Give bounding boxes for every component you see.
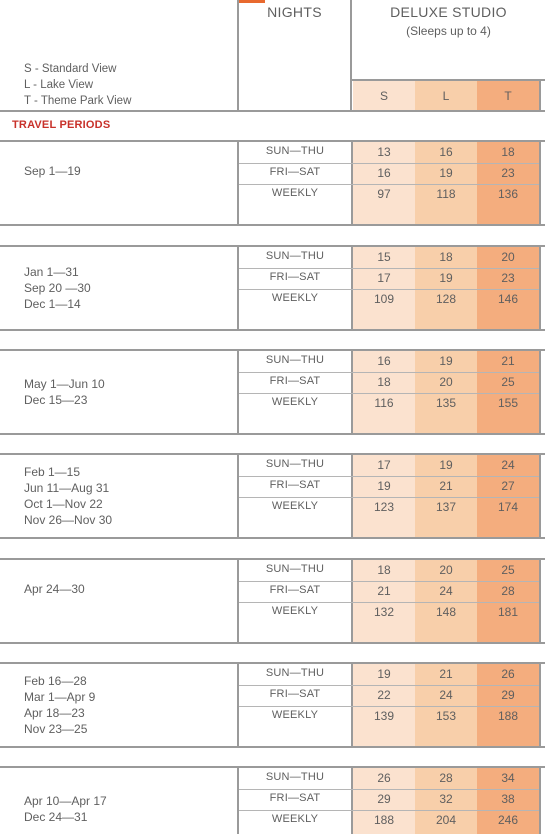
legend-lake: L - Lake View	[24, 79, 94, 91]
column-divider	[539, 349, 541, 433]
period-date-range: Oct 1—Nov 22	[24, 497, 103, 511]
points-lake: 18	[439, 250, 453, 264]
points-standard: 16	[377, 166, 391, 180]
points-theme-park: 29	[501, 688, 515, 702]
points-lake: 135	[435, 396, 457, 410]
points-theme-park: 136	[497, 187, 519, 201]
points-lake: 19	[439, 166, 453, 180]
night-type-label: WEEKLY	[271, 292, 319, 304]
view-header-lake: L	[415, 81, 477, 110]
points-lake: 137	[435, 500, 457, 514]
night-type-label: SUN—THU	[265, 458, 325, 470]
points-lake: 19	[439, 458, 453, 472]
points-lake: 118	[436, 187, 456, 201]
points-standard: 19	[377, 479, 391, 493]
points-theme-park: 25	[501, 563, 515, 577]
row-divider	[239, 163, 539, 164]
legend-standard: S - Standard View	[24, 63, 117, 75]
points-theme-park: 28	[501, 584, 515, 598]
row-divider	[239, 372, 539, 373]
points-theme-park: 27	[501, 479, 515, 493]
points-theme-park: 146	[497, 292, 519, 306]
period-bottom-rule	[0, 537, 545, 539]
period-date-range: Apr 10—Apr 17	[24, 794, 107, 808]
period-bottom-rule	[0, 642, 545, 644]
points-theme-park: 24	[501, 458, 515, 472]
points-lake: 32	[439, 792, 453, 806]
period-date-range: Dec 1—14	[24, 297, 81, 311]
points-lake: 21	[439, 479, 453, 493]
view-header-standard: S	[353, 81, 415, 110]
points-lake: 20	[439, 563, 453, 577]
column-divider	[539, 766, 541, 834]
points-theme-park: 23	[501, 271, 515, 285]
points-theme-park: 155	[497, 396, 519, 410]
points-standard: 116	[374, 396, 394, 410]
period-date-range: Feb 1—15	[24, 465, 81, 479]
points-theme-park: 25	[501, 375, 515, 389]
points-standard: 17	[377, 271, 391, 285]
points-standard: 97	[377, 187, 391, 201]
row-divider	[239, 184, 539, 185]
night-type-label: FRI—SAT	[269, 792, 321, 804]
period-date-range: Jan 1—31	[24, 265, 79, 279]
row-divider	[239, 393, 539, 394]
room-type-subtitle: (Sleeps up to 4)	[406, 24, 491, 38]
night-type-label: FRI—SAT	[269, 271, 321, 283]
column-divider	[539, 245, 541, 329]
column-divider	[539, 81, 541, 110]
points-theme-park: 23	[501, 166, 515, 180]
points-lake: 21	[439, 667, 453, 681]
points-standard: 22	[377, 688, 391, 702]
period-bottom-rule	[0, 224, 545, 226]
points-standard: 17	[377, 458, 391, 472]
points-theme-park: 21	[501, 354, 515, 368]
points-lake: 128	[435, 292, 457, 306]
column-divider	[539, 140, 541, 224]
period-date-range: Sep 20 —30	[24, 281, 91, 295]
points-standard: 109	[373, 292, 395, 306]
points-theme-park: 20	[501, 250, 515, 264]
night-type-label: WEEKLY	[271, 396, 319, 408]
points-lake: 204	[435, 813, 457, 827]
points-lake: 16	[439, 145, 453, 159]
period-date-range: Nov 26—Nov 30	[24, 513, 113, 527]
points-theme-park: 26	[501, 667, 515, 681]
points-theme-park: 38	[501, 792, 515, 806]
period-date-range: Jun 11—Aug 31	[24, 481, 110, 495]
travel-periods-heading: TRAVEL PERIODS	[12, 119, 111, 131]
points-standard: 13	[377, 145, 391, 159]
night-type-label: SUN—THU	[265, 667, 325, 679]
row-divider	[239, 289, 539, 290]
points-lake: 19	[439, 354, 453, 368]
row-divider	[239, 581, 539, 582]
night-type-label: FRI—SAT	[269, 584, 321, 596]
points-standard: 16	[377, 354, 391, 368]
points-standard: 123	[373, 500, 395, 514]
night-type-label: WEEKLY	[271, 187, 319, 199]
row-divider	[239, 685, 539, 686]
column-divider	[539, 558, 541, 642]
points-standard: 29	[377, 792, 391, 806]
points-theme-park: 18	[501, 145, 515, 159]
column-divider	[539, 453, 541, 537]
night-type-label: SUN—THU	[265, 145, 325, 157]
points-standard: 21	[377, 584, 391, 598]
night-type-label: FRI—SAT	[269, 166, 321, 178]
points-theme-park: 188	[497, 709, 519, 723]
night-type-label: FRI—SAT	[269, 688, 321, 700]
night-type-label: WEEKLY	[271, 709, 319, 721]
period-date-range: Nov 23—25	[24, 722, 88, 736]
points-lake: 24	[439, 688, 453, 702]
night-type-label: WEEKLY	[271, 813, 319, 825]
period-date-range: Apr 18—23	[24, 706, 85, 720]
points-theme-park: 246	[497, 813, 519, 827]
period-date-range: Mar 1—Apr 9	[24, 690, 96, 704]
row-divider	[239, 789, 539, 790]
points-standard: 18	[377, 375, 391, 389]
points-lake: 148	[435, 605, 457, 619]
row-divider	[239, 810, 539, 811]
row-divider	[239, 476, 539, 477]
night-type-label: SUN—THU	[265, 563, 325, 575]
nights-header	[237, 0, 352, 110]
period-date-range: Dec 15—23	[24, 393, 88, 407]
period-date-range: Apr 24—30	[24, 582, 85, 596]
column-divider	[539, 662, 541, 746]
points-lake: 153	[435, 709, 457, 723]
points-standard: 132	[373, 605, 395, 619]
points-standard: 26	[377, 771, 391, 785]
points-standard: 15	[377, 250, 391, 264]
row-divider	[239, 602, 539, 603]
night-type-label: FRI—SAT	[269, 375, 321, 387]
period-date-range: Feb 16—28	[24, 674, 87, 688]
points-standard: 19	[377, 667, 391, 681]
period-bottom-rule	[0, 329, 545, 331]
points-lake: 19	[439, 271, 453, 285]
points-standard: 188	[373, 813, 395, 827]
night-type-label: WEEKLY	[271, 605, 319, 617]
night-type-label: SUN—THU	[265, 771, 325, 783]
points-lake: 24	[439, 584, 453, 598]
period-date-range: Sep 1—19	[24, 164, 81, 178]
night-type-label: SUN—THU	[265, 354, 325, 366]
points-lake: 20	[439, 375, 453, 389]
row-divider	[239, 268, 539, 269]
legend-theme-park: T - Theme Park View	[24, 95, 132, 107]
period-bottom-rule	[0, 746, 545, 748]
points-theme-park: 174	[497, 500, 519, 514]
night-type-label: FRI—SAT	[269, 479, 321, 491]
period-date-range: May 1—Jun 10	[24, 377, 105, 391]
points-lake: 28	[439, 771, 453, 785]
header-bottom-rule	[0, 110, 545, 112]
row-divider	[239, 497, 539, 498]
points-standard: 139	[373, 709, 395, 723]
points-theme-park: 181	[497, 605, 519, 619]
points-theme-park: 34	[501, 771, 515, 785]
night-type-label: SUN—THU	[265, 250, 325, 262]
view-header-theme-park: T	[477, 81, 539, 110]
room-type-title: DELUXE STUDIO	[390, 4, 507, 20]
points-standard: 18	[377, 563, 391, 577]
period-date-range: Dec 24—31	[24, 810, 88, 824]
period-bottom-rule	[0, 433, 545, 435]
nights-header-label: NIGHTS	[267, 4, 322, 20]
row-divider	[239, 706, 539, 707]
night-type-label: WEEKLY	[271, 500, 319, 512]
